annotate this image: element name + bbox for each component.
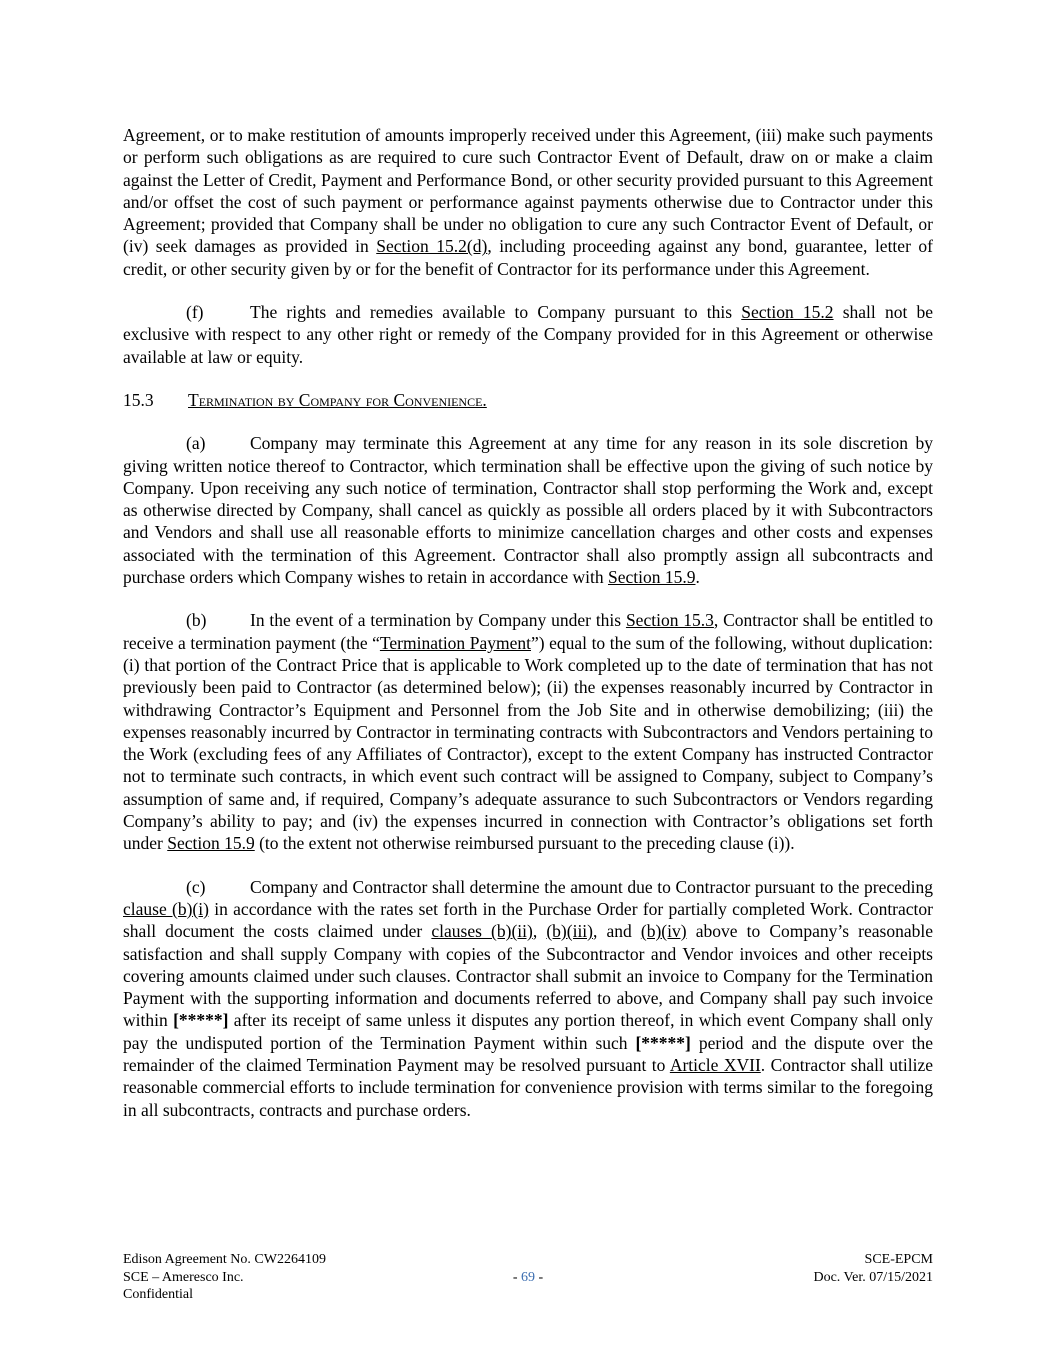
paragraph-a (123, 432, 933, 588)
text-run: The rights and remedies available to Company pursuant to this (250, 302, 742, 323)
text-run: above to Company’s reasonable satisfaction and shall supply Company with copies of the Subcontractor and Vendor invoices and other receipts covering amounts claimed under such clauses. Contractor shall submit an invoice to Company for the Termination Payment with the supporting information and documents referred to above, and Company shall pay such invoice within (123, 921, 933, 1031)
cross-reference-article-xvii: Article XVII (669, 1054, 761, 1075)
text-run: Company may terminate this Agreement at any time for any reason in its sole discretion by giving written notice thereof to Contractor, which termination shall be effective upon the giving of such notice by Company. Upon receiving any such notice of termination, Contractor shall stop performing the Work and, except as otherwise directed by Company, shall cancel as quickly as possible all orders placed by it with Subcontractors and Vendors and shall use all reasonable efforts to minimize cancellation charges and other costs and expenses associated with the termination of this Agreement. Contractor shall also promptly assign all subcontracts and purchase orders which Company wishes to retain in accordance with (123, 433, 933, 588)
paragraph-label: (b) (186, 610, 207, 631)
text-run: , including proceeding against any bond, guarantee, letter of credit, or other security given by or for the benefit of Contractor for its performance under this Agreement. (123, 236, 934, 279)
page-number-prefix: - (512, 1269, 521, 1285)
footer-page-number (513, 1269, 543, 1287)
text-run: , (532, 921, 547, 942)
text-run: shall not be exclusive with respect to any other right or remedy of the Company provided for in this Agreement or otherwise available at law or equity. (123, 302, 934, 367)
text-run: . Contractor shall utilize reasonable commercial efforts to include termination for convenience provision with terms similar to the foregoing in all subcontracts, contracts and purchase orders. (123, 1054, 934, 1120)
cross-reference-clause-b-iii: (b)(iii) (546, 921, 593, 942)
text-run: (to the extent not otherwise reimbursed pursuant to the preceding clause (i)). (254, 833, 795, 854)
text-run: in accordance with the rates set forth in the Purchase Order for partially completed Work. Contractor shall document the costs claimed under (123, 898, 933, 942)
page-number-suffix: - (535, 1269, 544, 1285)
cross-reference-clause-b-ii: clauses (b)(ii) (431, 921, 533, 942)
page-number-value: 69 (521, 1269, 535, 1285)
paragraph-label: (f) (186, 302, 204, 323)
footer-left-line: Edison Agreement No. CW2264109 (123, 1252, 326, 1267)
text-run: Agreement, or to make restitution of amounts improperly received under this Agreement, (iii) make such payments or perform such obligations as are required to cure such Contractor Event of Default, draw on or make a claim against the Letter of Credit, Payment and Performance Bond, or other security provided pursuant to this Agreement and/or offset the cost of such payment or performance against payments otherwise due to Contractor under this Agreement; provided that Company shall be under no obligation to cure any such Contractor Event of Default, or (iv) seek damages as provided in (123, 125, 933, 257)
text-run: , Contractor shall be entitled to receive a termination payment (the “ (123, 610, 933, 653)
cross-reference-clause-b-i: clause (b)(i) (123, 898, 209, 919)
redacted-term: [*****] (173, 1010, 229, 1031)
text-run: period and the dispute over the remainder of the claimed Termination Payment may be resolved pursuant to (123, 1032, 933, 1075)
section-heading-15-3 (123, 389, 933, 411)
paragraph-c (123, 876, 933, 1121)
cross-reference-section-15-2: Section 15.2 (741, 302, 834, 323)
paragraph-label: (c) (186, 876, 206, 897)
section-heading-title: Termination by Company for Convenience. (188, 389, 487, 410)
cross-reference-clause-b-iv: (b)(iv) (640, 921, 687, 942)
footer-left-line: Confidential (123, 1287, 193, 1302)
paragraph-b (123, 609, 933, 854)
text-run: Company and Contractor shall determine the amount due to Contractor pursuant to the preceding (250, 876, 933, 897)
cross-reference-section-15-9: Section 15.9 (167, 833, 255, 854)
footer-right-line: Doc. Ver. 07/15/2021 (813, 1269, 933, 1285)
defined-term-termination-payment: Termination Payment (379, 632, 531, 653)
paragraph-label: (a) (186, 433, 206, 454)
text-run: In the event of a termination by Company under this (250, 610, 626, 631)
section-number: 15.3 (123, 389, 154, 410)
document-body (123, 124, 933, 1142)
text-run: . (695, 567, 700, 588)
cross-reference-section-15-9: Section 15.9 (607, 567, 696, 588)
text-run: after its receipt of same unless it disputes any portion thereof, in which event Company shall only pay the undisputed portion of the Termination Payment within such (123, 1010, 933, 1053)
paragraph-default-remedies (123, 124, 933, 280)
footer-right-line: SCE-EPCM (864, 1252, 933, 1267)
redacted-term: [*****] (635, 1032, 691, 1053)
footer-right-block (813, 1251, 933, 1286)
cross-reference-section-15-3: Section 15.3 (625, 610, 714, 631)
footer-left-line: SCE – Ameresco Inc. (123, 1269, 244, 1285)
cross-reference-section-15-2d: Section 15.2(d) (376, 236, 488, 257)
text-run: ”) equal to the sum of the following, without duplication: (i) that portion of the Contract Price that is applicable to Work completed up to the date of termination that has not previously been paid to Contractor (as determined below); (ii) the expenses reasonably incurred by Contractor in withdrawing Contractor’s Equipment and Personnel from the Job Site and in otherwise demobilizing; (iii) the expenses reasonably incurred by Contractor in terminating contracts with Subcontractors and Vendors pertaining to the Work (excluding fees of any Affiliates of Contractor), except to the extent Company has instructed Contractor not to terminate such contracts, in which event such contract will be assigned to Company, subject to Company’s assumption of same and, if required, Company’s adequate assurance to such Subcontractors or Vendors regarding Company’s ability to pay; and (iv) the expenses incurred in connection with Contractor’s obligations set forth under (123, 632, 933, 854)
paragraph-f (123, 301, 933, 368)
text-run: , and (593, 921, 641, 942)
footer-left-block (123, 1251, 326, 1304)
